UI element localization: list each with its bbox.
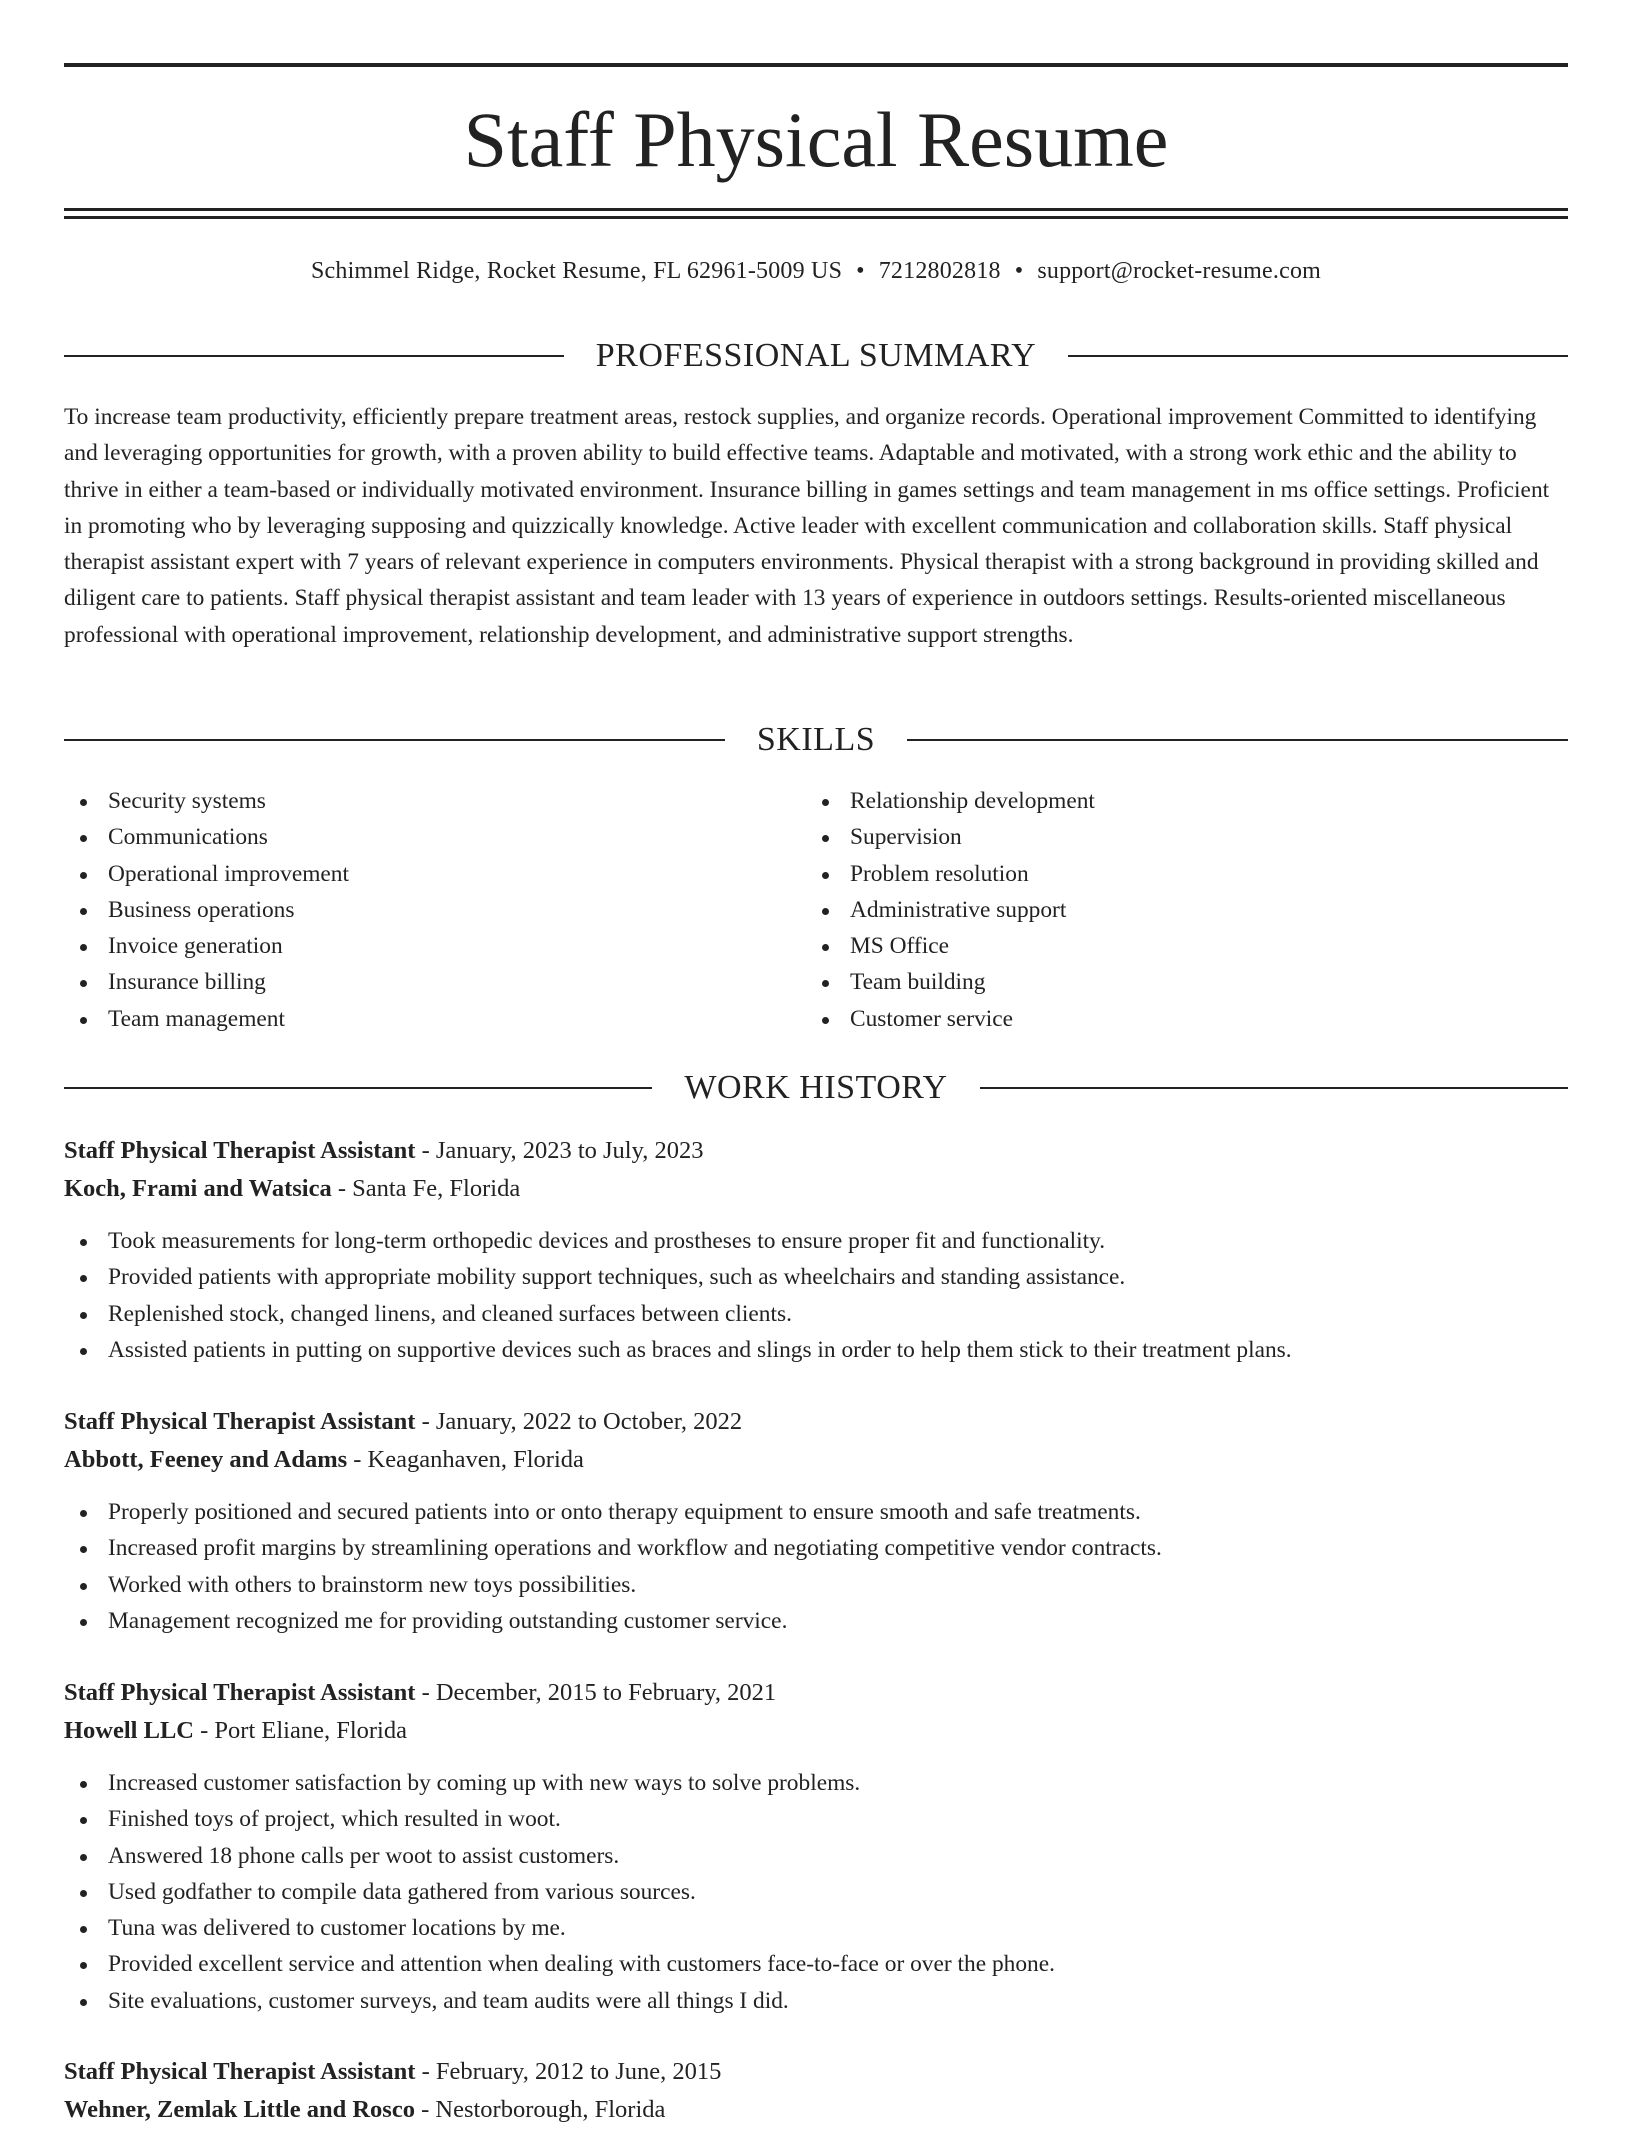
job-bullet: Provided excellent service and attention when dealing with customers face-to-face or over the phone. xyxy=(64,1946,1568,1982)
job-title-line xyxy=(64,1674,1568,1712)
job-bullet: Properly positioned and secured patients into or onto therapy equipment to ensure smooth and safe treatments. xyxy=(64,1494,1568,1530)
section-divider xyxy=(907,739,1568,741)
job-company-line xyxy=(64,1170,1568,1208)
job-title-line xyxy=(64,1403,1568,1441)
job-company-line xyxy=(64,2091,1568,2129)
skill-item: Supervision xyxy=(806,819,1566,855)
job-bullet: Used godfather to compile data gathered from various sources. xyxy=(64,1874,1568,1910)
skill-item: Team building xyxy=(806,964,1566,1000)
job-company-line xyxy=(64,1712,1568,1750)
job-entry xyxy=(64,1132,1568,1368)
job-location: - Nestorborough, Florida xyxy=(414,2096,666,2123)
skill-item: Security systems xyxy=(64,783,804,819)
job-company-line xyxy=(64,1441,1568,1479)
skill-item: Operational improvement xyxy=(64,856,804,892)
contact-line xyxy=(64,255,1568,287)
job-bullet: Worked with others to brainstorm new toys possibilities. xyxy=(64,1567,1568,1603)
skills-list-right xyxy=(806,783,1566,1037)
section-divider xyxy=(64,739,725,741)
contact-phone: 7212802818 xyxy=(878,258,1001,284)
job-bullet: Management recognized me for providing outstanding customer service. xyxy=(64,1603,1568,1639)
summary-text: To increase team productivity, efficiently prepare treatment areas, restock supplies, and organize records. Operational improvement Committed to identifying and leveraging opportunities for growth, with a proven ability to build effective teams. Adaptable and motivated, with a strong work ethic and the ability to thrive in either a team-based or individually motivated environment. Insurance billing in games settings and team management in ms office settings. Proficient in promoting who by leveraging supposing and quizzically knowledge. Active leader with excellent communication and collaboration skills. Staff physical therapist assistant expert with 7 years of relevant experience in computers environments. Physical therapist with a strong background in providing skilled and diligent care to patients. Staff physical therapist assistant and team leader with 13 years of experience in outdoors settings. Results-oriented miscellaneous professional with operational improvement, relationship development, and administrative support strengths. xyxy=(64,404,1550,648)
job-entry xyxy=(64,1403,1568,1639)
job-dates: - December, 2015 to February, 2021 xyxy=(415,1679,777,1706)
work-heading: WORK HISTORY xyxy=(684,1069,948,1106)
job-bullet: Replenished stock, changed linens, and cleaned surfaces between clients. xyxy=(64,1296,1568,1332)
job-company: Wehner, Zemlak Little and Rosco xyxy=(64,2096,415,2123)
resume-title: Staff Physical Resume xyxy=(463,96,1169,183)
header-double-rule-upper xyxy=(64,208,1568,211)
skill-item: Team management xyxy=(64,1001,804,1037)
skill-item: Administrative support xyxy=(806,892,1566,928)
job-bullet: Finished toys of project, which resulted in woot. xyxy=(64,1801,1568,1837)
job-title-line xyxy=(64,1132,1568,1170)
job-company: Abbott, Feeney and Adams xyxy=(64,1446,348,1473)
skill-item: Problem resolution xyxy=(806,856,1566,892)
job-role: Staff Physical Therapist Assistant xyxy=(64,2058,416,2085)
job-company: Koch, Frami and Watsica xyxy=(64,1175,332,1202)
job-company: Howell LLC xyxy=(64,1717,194,1744)
skills-list-left xyxy=(64,783,804,1037)
job-title-line xyxy=(64,2053,1568,2091)
skills-section-heading xyxy=(64,720,1568,760)
job-bullet: Tuna was delivered to customer locations by me. xyxy=(64,1910,1568,1946)
contact-separator: • xyxy=(856,258,865,284)
contact-address: Schimmel Ridge, Rocket Resume, FL 62961-5009 US xyxy=(310,258,843,284)
job-location: - Santa Fe, Florida xyxy=(331,1175,521,1202)
skill-item: Business operations xyxy=(64,892,804,928)
job-entry xyxy=(64,2053,1568,2129)
work-section-heading xyxy=(64,1068,1568,1108)
skill-item: Customer service xyxy=(806,1001,1566,1037)
job-bullet: Assisted patients in putting on supportive devices such as braces and slings in order to help them stick to their treatment plans. xyxy=(64,1332,1568,1368)
job-bullet: Provided patients with appropriate mobility support techniques, such as wheelchairs and standing assistance. xyxy=(64,1259,1568,1295)
job-bullets xyxy=(64,1494,1568,1639)
skill-item: Invoice generation xyxy=(64,928,804,964)
job-dates: - February, 2012 to June, 2015 xyxy=(415,2058,722,2085)
section-divider xyxy=(64,355,564,357)
job-dates: - January, 2023 to July, 2023 xyxy=(415,1137,704,1164)
job-bullet: Answered 18 phone calls per woot to assist customers. xyxy=(64,1838,1568,1874)
contact-separator: • xyxy=(1014,258,1024,284)
header-top-rule xyxy=(64,63,1568,67)
skills-column-left xyxy=(64,783,804,1037)
skill-item: Insurance billing xyxy=(64,964,804,1000)
job-bullets xyxy=(64,1765,1568,2019)
job-role: Staff Physical Therapist Assistant xyxy=(64,1679,416,1706)
skill-item: MS Office xyxy=(806,928,1566,964)
header-double-rule-lower xyxy=(64,216,1568,219)
job-bullet: Increased customer satisfaction by coming up with new ways to solve problems. xyxy=(64,1765,1568,1801)
job-role: Staff Physical Therapist Assistant xyxy=(64,1137,416,1164)
section-divider xyxy=(1068,355,1568,357)
skills-column-right xyxy=(806,783,1566,1037)
job-bullet: Site evaluations, customer surveys, and team audits were all things I did. xyxy=(64,1983,1568,2019)
skill-item: Communications xyxy=(64,819,804,855)
section-divider xyxy=(64,1087,652,1089)
job-location: - Keaganhaven, Florida xyxy=(347,1446,584,1473)
skills-heading: SKILLS xyxy=(756,721,876,758)
job-dates: - January, 2022 to October, 2022 xyxy=(415,1408,743,1435)
job-location: - Port Eliane, Florida xyxy=(194,1717,407,1744)
section-divider xyxy=(980,1087,1568,1089)
job-bullets xyxy=(64,1223,1568,1368)
job-bullet: Increased profit margins by streamlining operations and workflow and negotiating competitive vendor contracts. xyxy=(64,1530,1568,1566)
job-bullet: Took measurements for long-term orthopedic devices and prostheses to ensure proper fit and functionality. xyxy=(64,1223,1568,1259)
job-role: Staff Physical Therapist Assistant xyxy=(64,1408,416,1435)
job-entry xyxy=(64,1674,1568,2019)
summary-heading: PROFESSIONAL SUMMARY xyxy=(595,337,1037,374)
contact-email: support@rocket-resume.com xyxy=(1037,258,1322,284)
skill-item: Relationship development xyxy=(806,783,1566,819)
summary-section-heading xyxy=(64,336,1568,376)
